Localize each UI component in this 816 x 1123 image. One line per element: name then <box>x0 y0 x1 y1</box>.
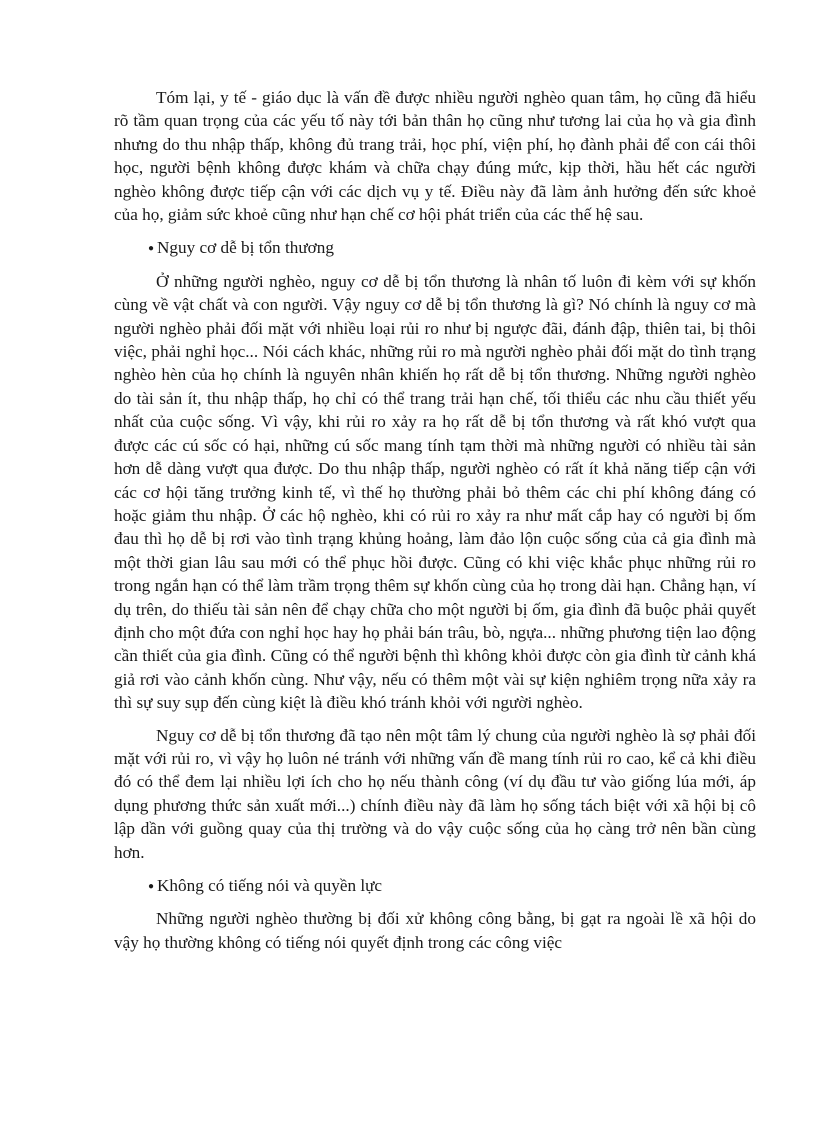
bullet-icon: ● <box>148 243 155 255</box>
paragraph-no-voice: Những người nghèo thường bị đối xử không công bằng, bị gạt ra ngoài lề xã hội do vậy họ thường không có tiếng nói quyết định trong các công việc <box>114 909 756 952</box>
bullet-icon: ● <box>148 881 155 892</box>
bullet-heading-no-voice <box>114 874 756 898</box>
paragraph-vulnerability: Ở những người nghèo, nguy cơ dễ bị tổn thương là nhân tố luôn đi kèm với sự khốn cùng về vật chất và con người. Vậy nguy cơ dễ bị tổn thương là gì? Nó chính là nguy cơ mà người nghèo phải đối mặt với nhiều loại rủi ro như bị ngược đãi, đánh đập, thiên tai, bị thôi việc, phải nghỉ học... Nói cách khác, những rủi ro mà người nghèo phải đối mặt do tình trạng nghèo hèn của họ chính là nguyên nhân khiến họ rất dễ bị tổn thương. Những người nghèo do tài sản ít, thu nhập thấp, họ chỉ có thể trang trải hạn chế, tối thiểu các nhu cầu thiết yếu nhất của cuộc sống. Vì vậy, khi rủi ro xảy ra họ rất dễ bị tổn thương và rất khó vượt qua được các cú sốc có hại, những cú sốc mang tính tạm thời mà những người có nhiều tài sản hơn dễ dàng vượt qua được. Do thu nhập thấp, người nghèo có rất ít khả năng tiếp cận với các cơ hội tăng trưởng kinh tế, vì thế họ thường phải bỏ thêm các chi phí không đáng có hoặc giảm thu nhập. Ở các hộ nghèo, khi có rủi ro xảy ra như mất cắp hay có người bị ốm đau thì họ dễ bị rơi vào tình trạng khủng hoảng, làm đảo lộn cuộc sống của cả gia đình mà một thời gian lâu sau mới có thể phục hồi được. Cũng có khi việc khắc phục những rủi ro trong ngắn hạn có thể làm trầm trọng thêm sự khốn cùng của họ trong dài hạn. Chẳng hạn, ví dụ trên, do thiếu tài sản nên để chạy chữa cho một người bị ốm, gia đình đã buộc phải quyết định cho một đứa con nghỉ học hay họ phải bán trâu, bò, ngựa... những phương tiện lao động cần thiết của gia đình. Cũng có thể người bệnh thì không khỏi được còn gia đình từ cảnh khá giả rơi vào cảnh khốn cùng. Như vậy, nếu có thêm một vài sự kiện nghiêm trọng nữa xảy ra thì sự suy sụp đến cùng kiệt là điều khó tránh khỏi với người nghèo. <box>114 271 756 713</box>
paragraph-risk-aversion: Nguy cơ dễ bị tổn thương đã tạo nên một tâm lý chung của người nghèo là sợ phải đối mặt với rủi ro, vì vậy họ luôn né tránh với những vấn đề mang tính rủi ro cao, kể cả khi điều đó có thể đem lại nhiều lợi ích cho họ nếu thành công (ví dụ đầu tư vào giống lúa mới, áp dụng phương thức sản xuất mới...) chính điều này đã làm họ sống tách biệt với xã hội bị cô lập dần với guồng quay của thị trường và do vậy cuộc sống của họ càng trở nên bần cùng hơn. <box>114 725 756 862</box>
paragraph-health-education: Tóm lại, y tế - giáo dục là vấn đề được nhiều người nghèo quan tâm, họ cũng đã hiểu rõ tầm quan trọng của các yếu tố này tới bản thân họ cũng như tương lai của họ và gia đình nhưng do thu nhập thấp, không đủ trang trải, học phí, viện phí, họ đành phải để con cái thôi học, người bệnh không được khám và chữa chạy đúng mức, kịp thời, hầu hết các người nghèo không được tiếp cận với các dịch vụ y tế. Điều này đã làm ảnh hưởng đến sức khoẻ của họ, giảm sức khoẻ cũng như hạn chế cơ hội phát triển của các thế hệ sau. <box>114 88 756 225</box>
document-page <box>114 86 756 954</box>
bullet-heading-text: Không có tiếng nói và quyền lực <box>157 876 383 895</box>
bullet-heading-text: Nguy cơ dễ bị tổn thương <box>157 238 334 258</box>
bullet-heading-vulnerability <box>114 236 756 260</box>
